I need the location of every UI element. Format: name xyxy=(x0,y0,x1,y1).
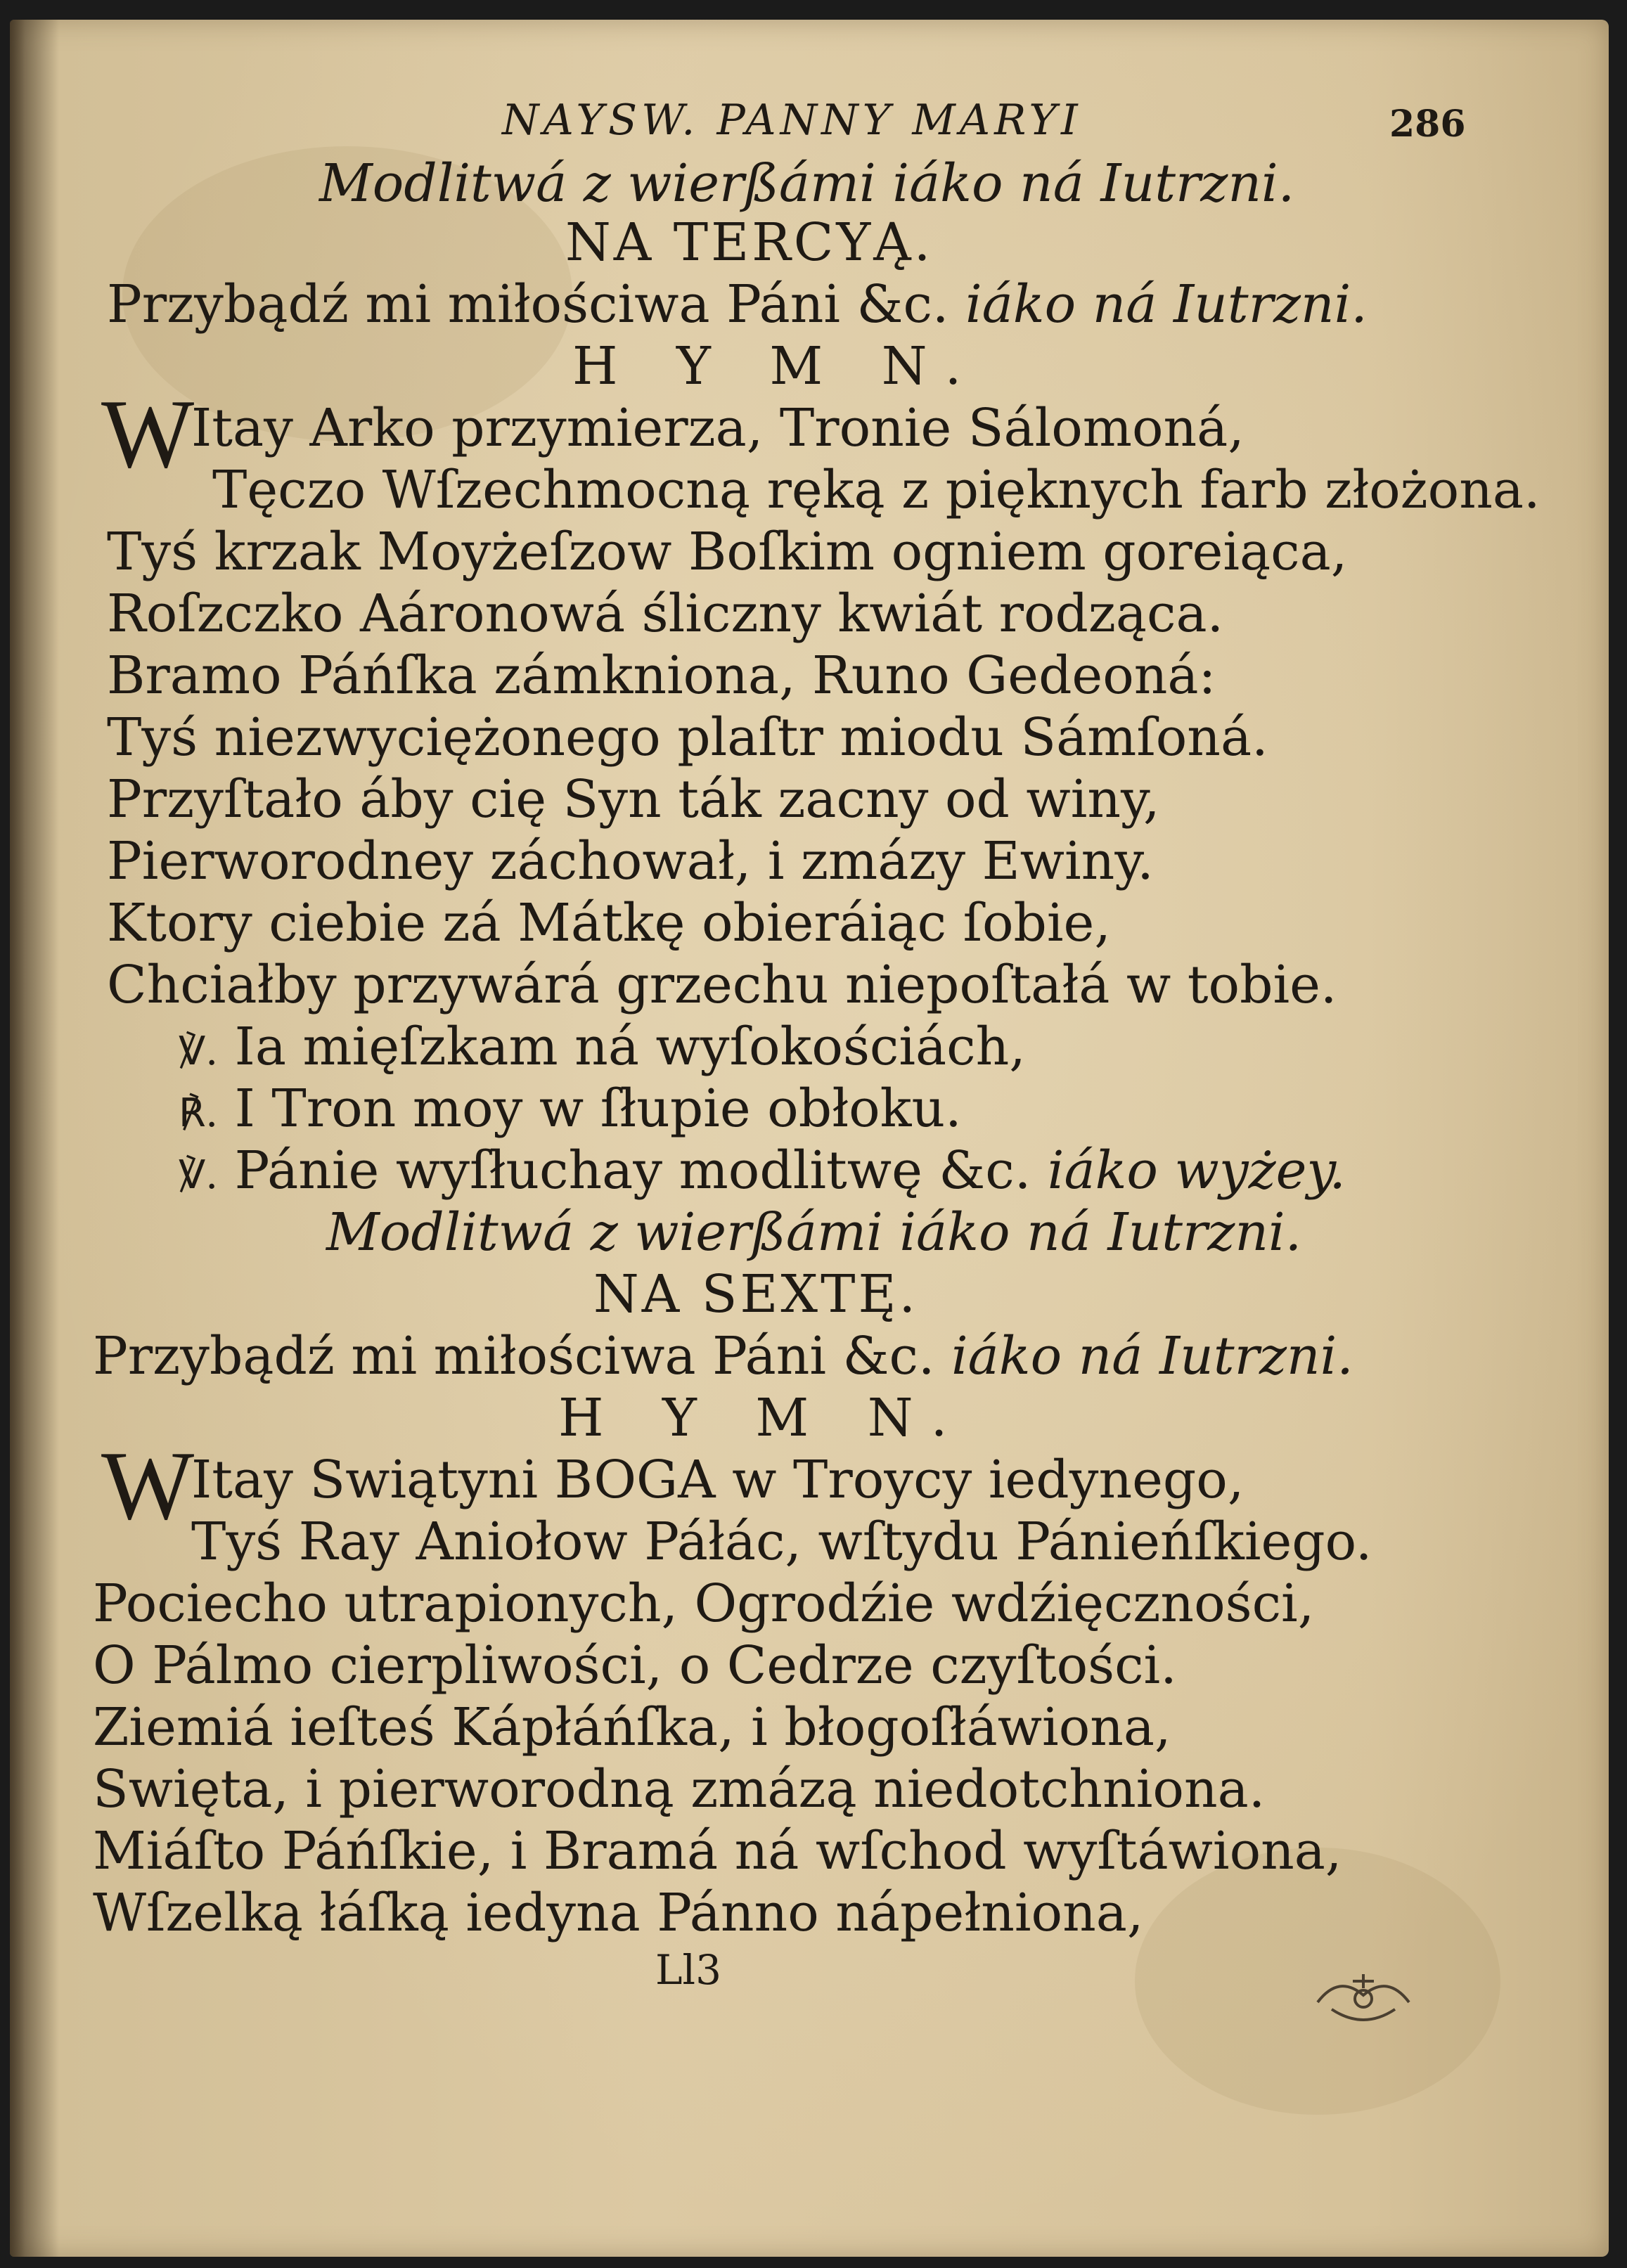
hymn-heading: H Y M N. xyxy=(558,1388,969,1448)
hymn-line: Bramo Páńſka zámkniona, Runo Gedeoná: xyxy=(107,645,1216,706)
drop-cap: W xyxy=(101,1431,195,1540)
page-number: 286 xyxy=(1389,103,1466,146)
hymn-line: Przyſtało áby cię Syn ták zacny od winy, xyxy=(107,769,1160,830)
invocation-text: Przybądź mi miłościwa Páni &c. xyxy=(93,1326,935,1386)
versicle-text: Ia mięſzkam ná wyſokościách, xyxy=(234,1017,1026,1077)
hymn-line: Tyś Ray Aniołow Páłác, wſtydu Pánieńſkiego. xyxy=(191,1512,1372,1572)
hymn-line: Swięta, i pierworodną zmázą niedotchniona. xyxy=(93,1759,1266,1819)
invocation-line xyxy=(93,1325,1353,1388)
versicle-icon: ℣. xyxy=(179,1152,219,1198)
running-title: NAYSW. PANNY MARYI xyxy=(502,96,1082,145)
hymn-line: Pierworodney záchował, i zmázy Ewiny. xyxy=(107,831,1154,891)
versicle-icon: ℣. xyxy=(179,1029,219,1074)
versicle-text: Pánie wyſłuchay modlitwę &c. xyxy=(234,1140,1031,1201)
versicle-italic: iáko wyżey. xyxy=(1047,1140,1346,1201)
hymn-line: Wſzelką łáſką iedyna Pánno nápełniona, xyxy=(93,1883,1144,1943)
section-heading-sexte: NA SEXTĘ. xyxy=(593,1264,919,1325)
hymn-line: Ktory ciebie zá Mátkę obieráiąc ſobie, xyxy=(107,893,1111,953)
invocation-text: Przybądź mi miłościwa Páni &c. xyxy=(107,274,949,335)
hymn-line: Tyś niezwyciężonego plaſtr miodu Sámſoná. xyxy=(107,707,1268,768)
drop-cap: W xyxy=(101,380,195,489)
invocation-italic: iáko ná Iutrzni. xyxy=(951,1326,1353,1386)
hymn-line: Chciałby przywárá grzechu niepoſtałá w tobie. xyxy=(107,955,1337,1015)
response-icon: ℟. xyxy=(179,1090,219,1136)
response-line xyxy=(179,1077,962,1145)
prayer-note: Modlitwá z wierßámi iáko ná Iutrzni. xyxy=(319,153,1295,214)
section-heading-tercya: NA TERCYĄ. xyxy=(565,212,934,273)
invocation-line xyxy=(107,273,1368,336)
versicle-line xyxy=(179,1015,1026,1083)
book-page xyxy=(10,20,1609,2257)
hymn-line: O Pálmo cierpliwości, o Cedrze czyſtości. xyxy=(93,1635,1177,1696)
hymn-heading: H Y M N. xyxy=(572,336,983,397)
page-gutter-shadow xyxy=(10,20,59,2257)
hymn-line: Miáſto Páńſkie, i Bramá ná wſchod wyſtáwiona, xyxy=(93,1821,1342,1881)
hymn-line: Pociecho utrapionych, Ogrodźie wdźięczności, xyxy=(93,1573,1315,1634)
closing-note: Modlitwá z wierßámi iáko ná Iutrzni. xyxy=(326,1202,1302,1263)
response-text: I Tron moy w ſłupie obłoku. xyxy=(234,1078,962,1139)
hymn-line: Itay Swiątyni BOGA w Troycy iedynego, xyxy=(191,1450,1245,1510)
hymn-line: Ziemiá ieſteś Kápłáńſka, i błogoſłáwiona, xyxy=(93,1697,1171,1758)
hymn-line: Tyś krzak Moyżeſzow Boſkim ogniem goreiąca, xyxy=(107,522,1348,582)
hymn-line: Tęczo Wſzechmocną ręką z pięknych farb złożona. xyxy=(212,460,1541,520)
signature-mark: Ll3 xyxy=(655,1946,721,1994)
hymn-line: Itay Arko przymierza, Tronie Sálomoná, xyxy=(191,398,1245,458)
ornament-fleuron-icon xyxy=(1311,1960,1416,2037)
hymn-line: Roſzczko Aáronowá śliczny kwiát rodząca. xyxy=(107,584,1224,644)
invocation-italic: iáko ná Iutrzni. xyxy=(965,274,1368,335)
versicle-line xyxy=(179,1139,1346,1207)
